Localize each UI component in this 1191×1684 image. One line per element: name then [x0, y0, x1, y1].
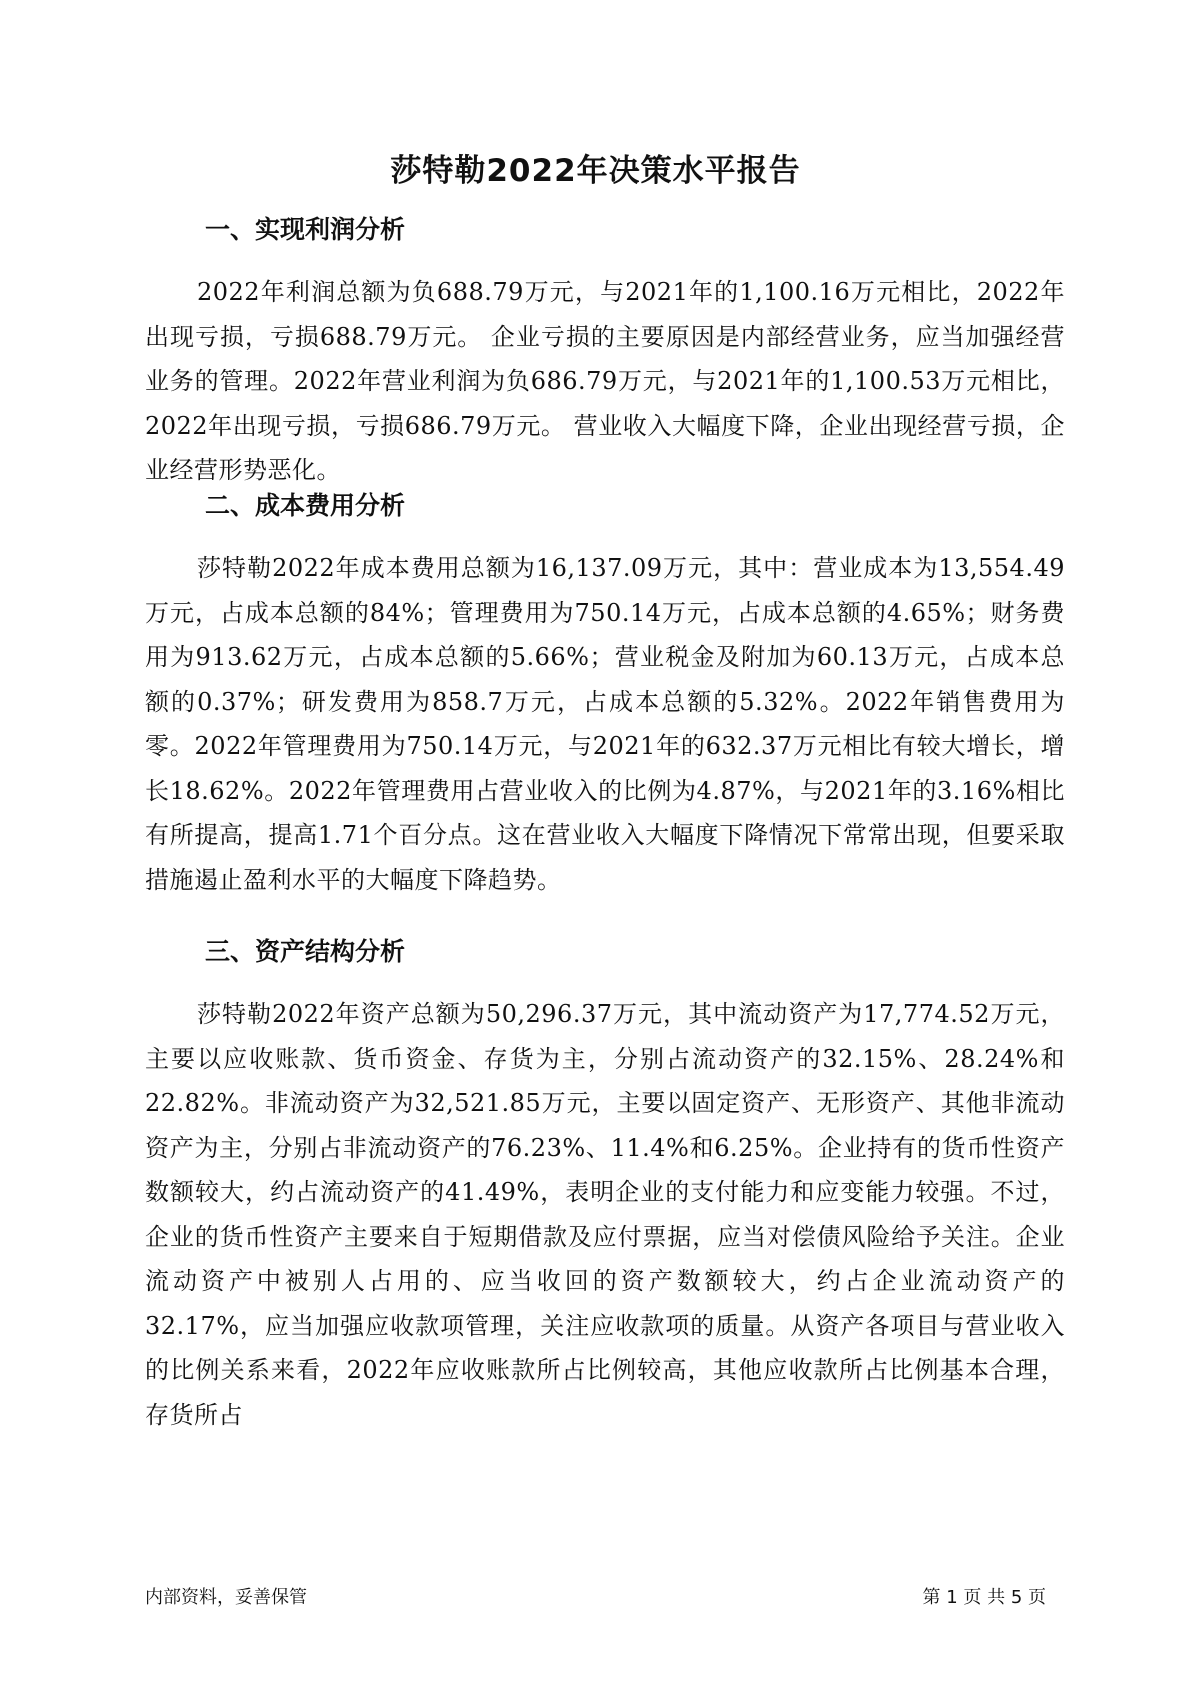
section-heading: 二、成本费用分析 [205, 491, 406, 520]
section-heading: 三、资产结构分析 [205, 937, 406, 966]
section-profit-analysis [145, 208, 1065, 493]
section-paragraph: 莎特勒2022年成本费用总额为16,137.09万元，其中：营业成本为13,554.49万元，占成本总额的84%；管理费用为750.14万元，占成本总额的4.65%；财务费用为913.62万元，占成本总额的5.66%；营业税金及附加为60.13万元，占成本总额的0.37%；研发费用为858.7万元，占成本总额的5.32%。2022年销售费用为零。2022年管理费用为750.14万元，与2021年的632.37万元相比有较大增长，增长18.62%。2022年管理费用占营业收入的比例为4.87%，与2021年的3.16%相比有所提高，提高1.71个百分点。这在营业收入大幅度下降情况下常常出现，但要采取措施遏止盈利水平的大幅度下降趋势。 [145, 554, 1065, 894]
section-asset-structure-analysis [145, 930, 1065, 1437]
section-paragraph: 莎特勒2022年资产总额为50,296.37万元，其中流动资产为17,774.52万元，主要以应收账款、货币资金、存货为主，分别占流动资产的32.15%、28.24%和22.82%。非流动资产为32,521.85万元，主要以固定资产、无形资产、其他非流动资产为主，分别占非流动资产的76.23%、11.4%和6.25%。企业持有的货币性资产数额较大，约占流动资产的41.49%，表明企业的支付能力和应变能力较强。不过，企业的货币性资产主要来自于短期借款及应付票据，应当对偿债风险给予关注。企业流动资产中被别人占用的、应当收回的资产数额较大，约占企业流动资产的32.17%，应当加强应收款项管理，关注应收款项的质量。从资产各项目与营业收入的比例关系来看，2022年应收账款所占比例较高，其他应收款所占比例基本合理，存货所占 [145, 1000, 1065, 1429]
section-paragraph: 2022年利润总额为负688.79万元，与2021年的1,100.16万元相比，2022年出现亏损，亏损688.79万元。 企业亏损的主要原因是内部经营业务，应当加强经营业务的管理。2022年营业利润为负686.79万元，与2021年的1,100.53万元相比，2022年出现亏损，亏损686.79万元。 营业收入大幅度下降，企业出现经营亏损，企业经营形势恶化。 [145, 278, 1065, 484]
section-heading: 一、实现利润分析 [205, 215, 406, 244]
section-cost-analysis [145, 484, 1065, 902]
footer-page-number: 第 1 页 共 5 页 [922, 1587, 1046, 1608]
page-title: 莎特勒2022年决策水平报告 [390, 153, 801, 189]
footer-confidential-note: 内部资料，妥善保管 [145, 1587, 307, 1608]
